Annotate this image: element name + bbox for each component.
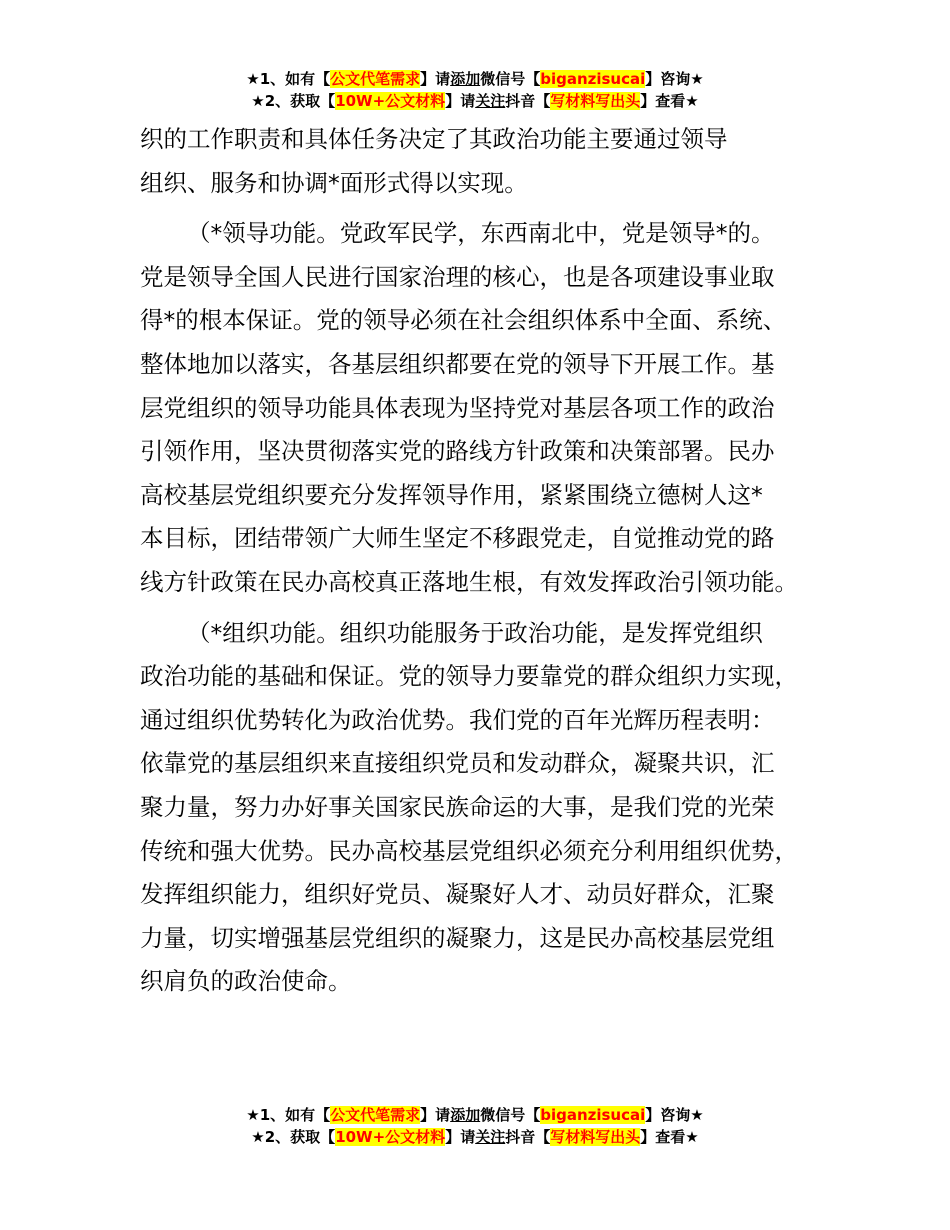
banner-underline: 关注 bbox=[475, 1128, 506, 1146]
banner-line-2 bbox=[0, 90, 950, 112]
banner-text: 】请 bbox=[445, 92, 476, 110]
banner-line-1 bbox=[0, 68, 950, 90]
text-line: 力量，切实增强基层党组织的凝聚力，这是民办高校基层党组 bbox=[140, 923, 775, 952]
banner-highlight: 10W+公文材料 bbox=[335, 92, 446, 110]
banner-underline: 添加 bbox=[450, 1106, 481, 1124]
banner-text: 】查看★ bbox=[640, 1128, 699, 1146]
banner-wechat-id: biganzisucai bbox=[540, 70, 646, 88]
banner-text: ★2、获取【 bbox=[251, 92, 336, 110]
text-line: 织肩负的政治使命。 bbox=[140, 967, 352, 996]
banner-text: 抖音【 bbox=[505, 92, 551, 110]
text-line: 组织、服务和协调*面形式得以实现。 bbox=[140, 168, 528, 197]
banner-text: 抖音【 bbox=[505, 1128, 551, 1146]
text-line: 通过组织优势转化为政治优势。我们党的百年光辉历程表明： bbox=[140, 705, 775, 734]
banner-text: 微信号【 bbox=[480, 1106, 541, 1124]
paragraph-1 bbox=[140, 118, 830, 205]
text-line: 聚力量，努力办好事关国家民族命运的大事，是我们党的光荣 bbox=[140, 792, 775, 821]
banner-douyin-name: 写材料写出头 bbox=[550, 1128, 641, 1146]
text-line: 整体地加以落实，各基层组织都要在党的领导下开展工作。基 bbox=[140, 349, 775, 378]
banner-highlight: 10W+公文材料 bbox=[335, 1128, 446, 1146]
banner-text: ★2、获取【 bbox=[251, 1128, 336, 1146]
banner-underline: 添加 bbox=[450, 70, 481, 88]
text-line: 织的工作职责和具体任务决定了其政治功能主要通过领导 bbox=[140, 125, 728, 153]
text-line: （*领导功能。党政军民学，东西南北中，党是领导*的。 bbox=[187, 219, 775, 248]
banner-text: 】请 bbox=[445, 1128, 476, 1146]
banner-line-2 bbox=[0, 1126, 950, 1148]
text-line: 依靠党的基层组织来直接组织党员和发动群众，凝聚共识，汇 bbox=[140, 749, 775, 778]
text-line: （*组织功能。组织功能服务于政治功能，是发挥党组织 bbox=[187, 618, 763, 647]
document-body bbox=[140, 118, 830, 1004]
text-line: 传统和强大优势。民办高校基层党组织必须充分利用组织优势， bbox=[140, 836, 798, 865]
banner-text: 】咨询★ bbox=[645, 1106, 704, 1124]
text-line: 发挥组织能力，组织好党员、凝聚好人才、动员好群众，汇聚 bbox=[140, 880, 775, 909]
banner-text: ★1、如有【 bbox=[246, 70, 331, 88]
text-line: 层党组织的领导功能具体表现为坚持党对基层各项工作的政治 bbox=[140, 393, 775, 422]
banner-text: 】咨询★ bbox=[645, 70, 704, 88]
text-line: 高校基层党组织要充分发挥领导作用，紧紧围绕立德树人这* bbox=[140, 480, 763, 509]
banner-douyin-name: 写材料写出头 bbox=[550, 92, 641, 110]
text-line: 政治功能的基础和保证。党的领导力要靠党的群众组织力实现， bbox=[140, 662, 798, 691]
banner-wechat-id: biganzisucai bbox=[540, 1106, 646, 1124]
banner-text: 】查看★ bbox=[640, 92, 699, 110]
text-line: 党是领导全国人民进行国家治理的核心，也是各项建设事业取 bbox=[140, 262, 775, 291]
footer-banner bbox=[0, 1104, 950, 1148]
header-banner bbox=[0, 68, 950, 112]
banner-text: ★1、如有【 bbox=[246, 1106, 331, 1124]
banner-text: 微信号【 bbox=[480, 70, 541, 88]
banner-line-1 bbox=[0, 1104, 950, 1126]
text-line: 得*的根本保证。党的领导必须在社会组织体系中全面、系统、 bbox=[140, 306, 787, 335]
banner-underline: 关注 bbox=[475, 92, 506, 110]
text-line: 引领作用，坚决贯彻落实党的路线方针政策和决策部署。民办 bbox=[140, 437, 775, 466]
text-line: 线方针政策在民办高校真正落地生根，有效发挥政治引领功能。 bbox=[140, 567, 798, 596]
banner-text: 】请 bbox=[420, 1106, 451, 1124]
paragraph-organization-function bbox=[140, 612, 830, 1004]
paragraph-leadership-function bbox=[140, 212, 830, 604]
text-line: 本目标，团结带领广大师生坚定不移跟党走，自觉推动党的路 bbox=[140, 524, 775, 553]
banner-text: 】请 bbox=[420, 70, 451, 88]
banner-highlight: 公文代笔需求 bbox=[330, 1106, 421, 1124]
banner-highlight: 公文代笔需求 bbox=[330, 70, 421, 88]
